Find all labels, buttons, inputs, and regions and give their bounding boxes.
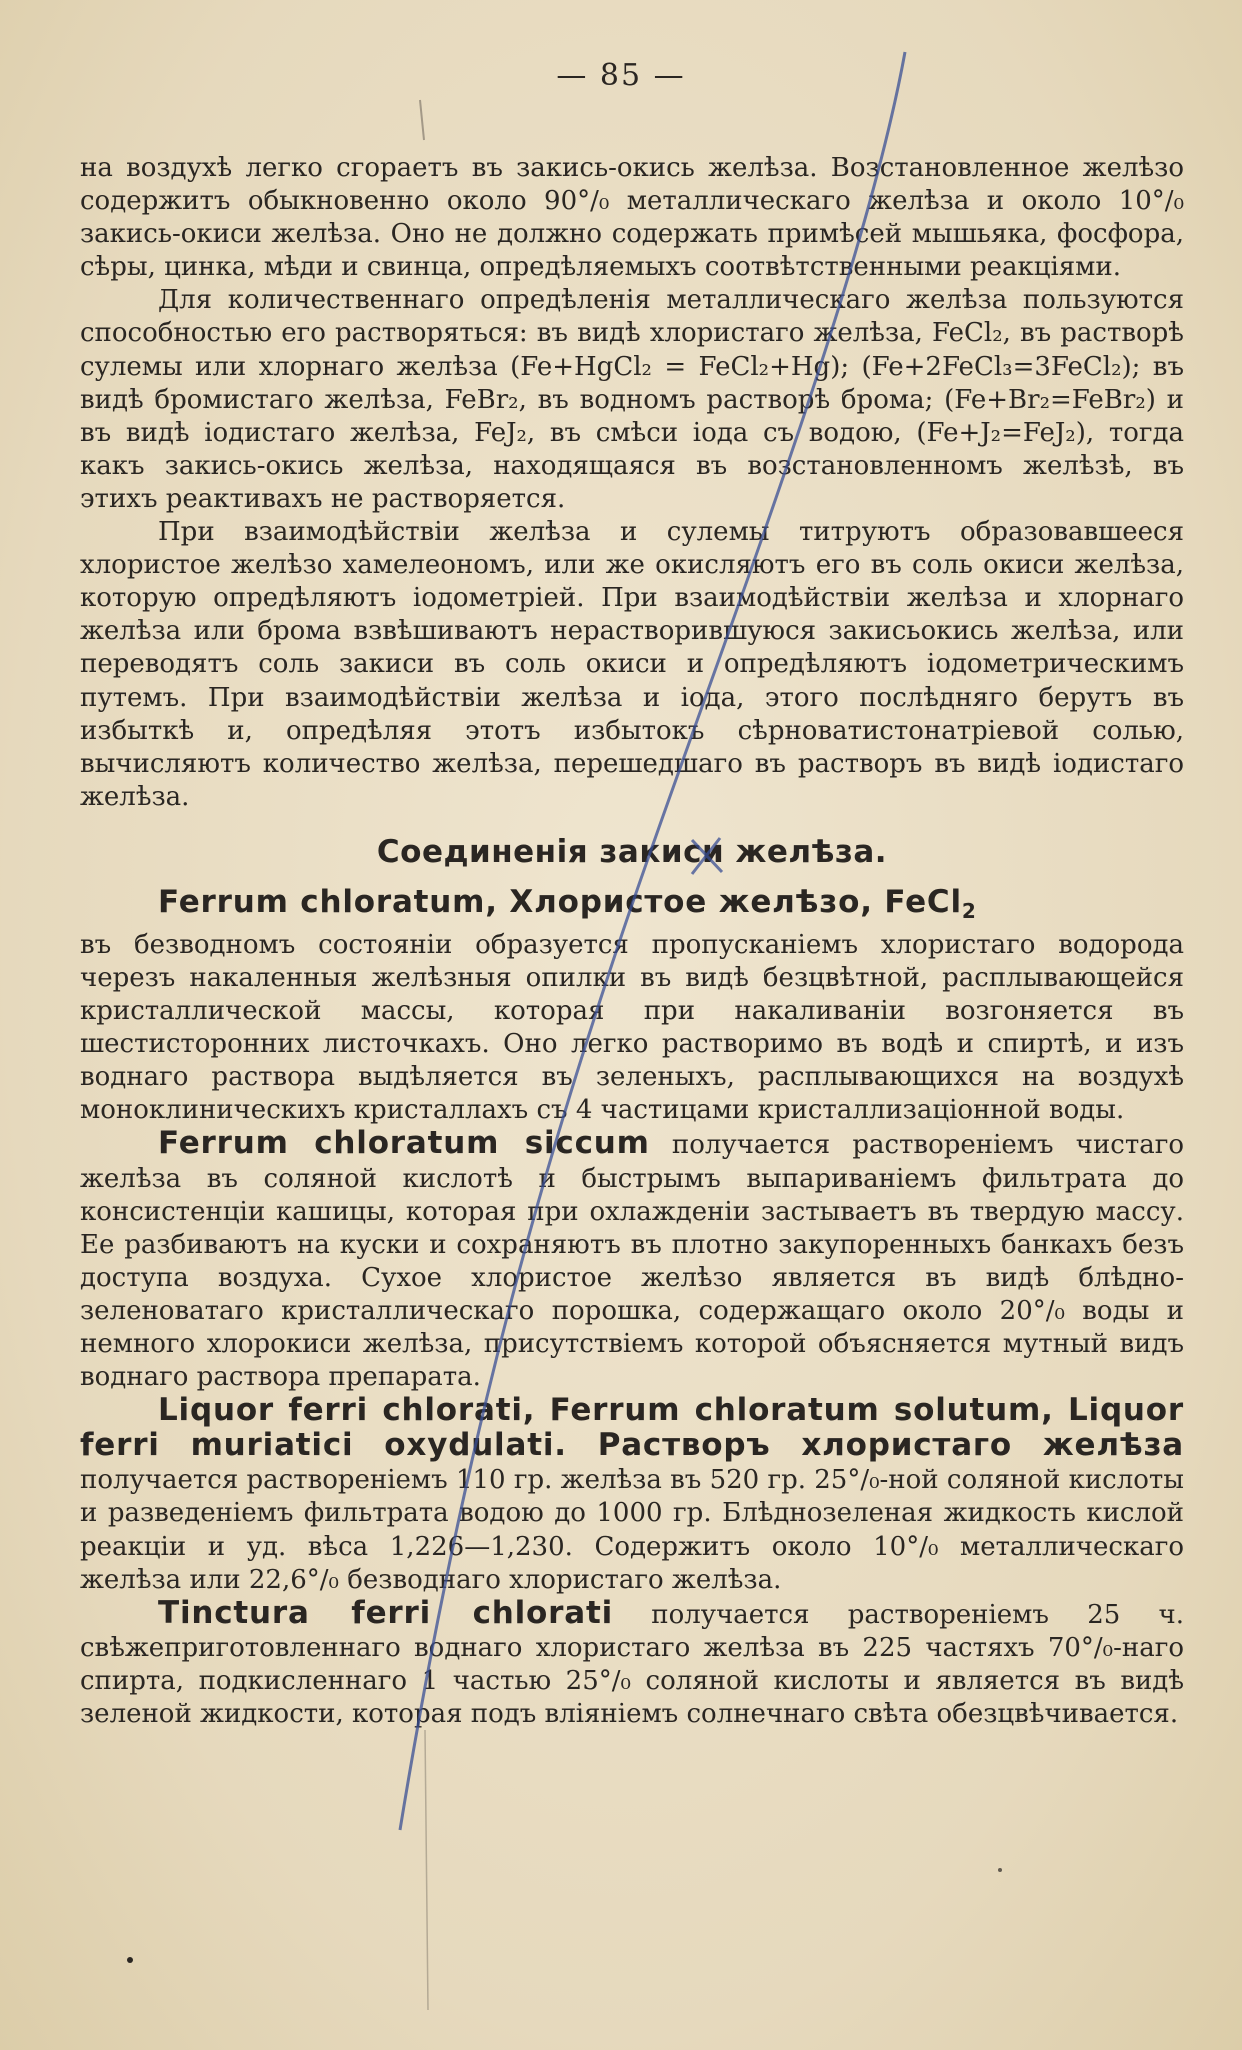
page-number: — 85 — (556, 58, 686, 93)
body-text (80, 152, 1184, 1731)
entry-head-tinctura-ferri-chlorati: Tinctura ferri chlorati (158, 1594, 614, 1631)
paragraph-titration-methods: При взаимодѣйствіи желѣза и сулемы титруютъ образовавшееся хлористое желѣзо хамелеономъ, или же окисляютъ его въ соль окиси желѣза, которую опредѣляютъ іодометріей. При взаимодѣйствіи желѣза и хлорнаго желѣза или брома взвѣшиваютъ нерастворившуюся закисьокись желѣза, или переводятъ соль закиси въ соль окиси и опредѣляютъ іодометрическимъ путемъ. При взаимодѣйствіи желѣза и іода, этого послѣдняго берутъ въ избыткѣ и, опредѣляя этотъ избытокъ сѣрноватистонатріевой солью, вычисляютъ количество желѣза, перешедшаго въ растворъ въ видѣ іодистаго желѣза. (80, 517, 1184, 812)
pencil-mark-bottom (425, 1730, 428, 2010)
entry-ferrum-chloratum-siccum (80, 1127, 1184, 1394)
entry-head-liquor-ferri-chlorati: Liquor ferri chlorati, Ferrum chloratum solutum, Liquor ferri muriatici oxydulati. Растворъ хлористаго желѣза (80, 1392, 1184, 1464)
entry-body-liquor-ferri-chlorati: получается растворенiемъ 110 гр. желѣза въ 520 гр. 25°/₀-ной соляной кислоты и разведенiемъ фильтрата водою до 1000 гр. Блѣднозеленая жидкость кислой реакціи и уд. вѣса 1,226—1,230. Содержитъ около 10°/₀ металлическаго желѣза или 22,6°/₀ безводнаго хлористаго желѣза. (80, 1465, 1184, 1595)
paragraph-reduced-iron: на воздухѣ легко сгораетъ въ закись-окись желѣза. Возстановленное желѣзо содержитъ обыкновенно около 90°/₀ металлическаго желѣза и около 10°/₀ закись-окиси желѣза. Оно не должно содержать примѣсей мышьяка, фосфора, сѣры, цинка, мѣди и свинца, опредѣляемыхъ соотвѣтственными реакціями. (80, 153, 1184, 283)
entry-body-ferrum-chloratum-siccum: получается растворенiемъ чистаго желѣза въ соляной кислотѣ и быстрымъ выпариваніемъ фильтрата до консистенціи кашицы, которая при охлажденіи застываетъ въ твердую массу. Ее разбиваютъ на куски и сохраняютъ въ плотно закупоренныхъ банкахъ безъ доступа воздуха. Сухое хлористое желѣзо является въ видѣ блѣднозеленоватаго кристаллическаго порошка, содержащаго около 20°/₀ воды и немного хлорокиси желѣза, присутствіемъ которой объясняется мутный видъ воднаго раствора препарата. (80, 1130, 1184, 1393)
entry-body-tinctura-ferri-chlorati: получается растворенiемъ 25 ч. свѣжеприготовленнаго воднаго хлористаго желѣза въ 225 частяхъ 70°/₀-наго спирта, подкисленнаго 1 частью 25°/₀ соляной кислоты и является въ видѣ зеленой жидкости, которая подъ вліяніемъ солнечнаго свѣта обезцвѣчивается. (80, 1599, 1184, 1730)
entry-title-main: Ferrum chloratum, Хлористое желѣзо, FeCl (158, 883, 962, 920)
ink-dot (127, 1957, 133, 1963)
entry-title-subscript: 2 (961, 898, 977, 923)
paragraph-quantitative-determination: Для количественнаго опредѣленія металлическаго желѣза пользуются способностью его растворяться: въ видѣ хлористаго желѣза, FeCl₂, въ растворѣ сулемы или хлорнаго желѣза (Fe+HgCl₂ = FeCl₂+Hg); (Fe+2FeCl₃=3FeCl₂); въ видѣ бромистаго желѣза, FeBr₂, въ водномъ растворѣ брома; (Fe+Br₂=FeBr₂) и въ видѣ іодистаго желѣза, FeJ₂, въ смѣси іода съ водою, (Fe+J₂=FeJ₂), тогда какъ закись-окись желѣза, находящаяся въ возстановленномъ желѣзѣ, въ этихъ реактивахъ не растворяется. (80, 285, 1184, 514)
pencil-mark-top (420, 100, 424, 140)
entry-tinctura-ferri-chlorati (80, 1594, 1184, 1731)
entry-title-ferrum-chloratum (80, 884, 1184, 929)
entry-head-ferrum-chloratum-siccum: Ferrum chloratum siccum (158, 1125, 650, 1162)
ink-dot-right (998, 1868, 1002, 1872)
entry-liquor-ferri-chlorati (80, 1394, 1184, 1597)
section-title: Соединенія закиси желѣза. (376, 833, 888, 870)
entry-body-ferrum-chloratum: въ безводномъ состояніи образуется пропусканіемъ хлористаго водорода черезъ накаленныя желѣзныя опилки въ видѣ безцвѣтной, расплывающейся кристаллической массы, которая при накаливаніи возгоняется въ шестисторонних листочкахъ. Оно легко растворимо въ водѣ и спиртѣ, и изъ воднаго раствора выдѣляется въ зеленыхъ, расплывающихся на воздухѣ моноклиническихъ кристаллахъ съ 4 частицами кристаллизаціонной воды. (80, 929, 1184, 1126)
